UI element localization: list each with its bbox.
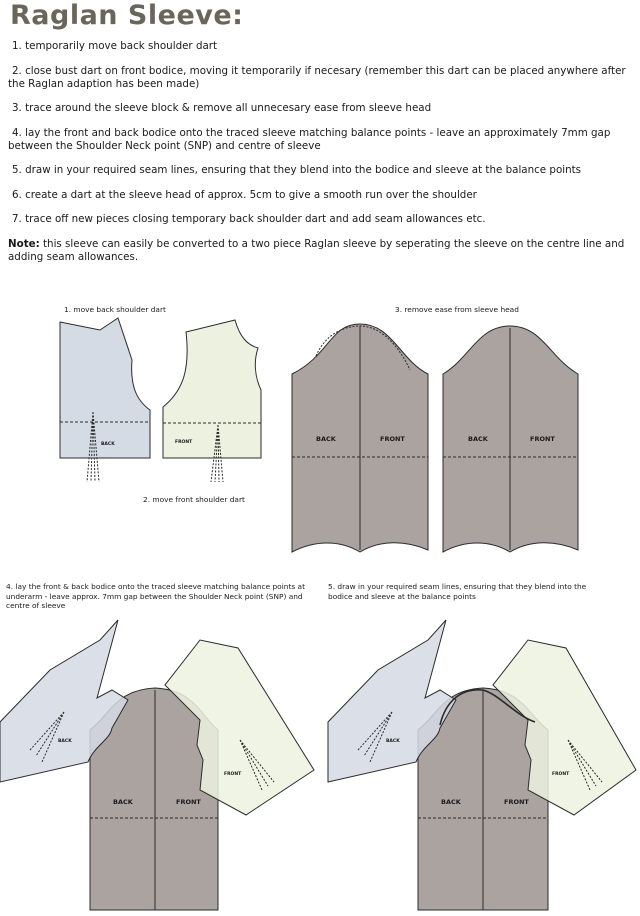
step-4: 4. lay the front and back bodice onto the traced sleeve matching balance points - leave an approximately 7mm gap between the Shoulder Neck point (SNP) and centre of sleeve: [8, 126, 611, 152]
back-label-bodice-d4: BACK: [58, 739, 72, 744]
front-label-d5: FRONT: [504, 798, 529, 806]
back-label-d5: BACK: [441, 798, 461, 806]
caption-remove-ease: 3. remove ease from sleeve head: [395, 305, 519, 314]
step-3: 3. trace around the sleeve block & remove all unnecesary ease from sleeve head: [12, 102, 432, 114]
front-label-d4: FRONT: [176, 798, 201, 806]
front-label-bodice-d4: FRONT: [224, 772, 242, 777]
step-1: 1. temporarily move back shoulder dart: [12, 40, 218, 52]
caption-move-back-dart: 1. move back shoulder dart: [64, 305, 166, 314]
back-label-bodice-d5: BACK: [386, 739, 400, 744]
note-label: Note:: [8, 237, 40, 250]
caption-draw-seam-lines: 5. draw in your required seam lines, ensuring that they blend into the bodice and sleeve at the balance points: [328, 582, 587, 601]
step-7: 7. trace off new pieces closing temporary back shoulder dart and add seam allowances etc.: [12, 213, 486, 225]
back-label-d3a: BACK: [316, 435, 336, 443]
front-bodice-piece: [163, 320, 261, 458]
front-label-d1: FRONT: [175, 440, 193, 445]
caption-move-front-dart: 2. move front shoulder dart: [143, 495, 245, 504]
step-5: 5. draw in your required seam lines, ensuring that they blend into the bodice and sleeve at the balance points: [12, 164, 582, 176]
back-bodice-piece: [60, 318, 150, 458]
step-2: 2. close bust dart on front bodice, moving it temporarily if necesary (remember this dart can be placed anywhere after the Raglan adaption has been made): [8, 64, 626, 90]
front-label-d3b: FRONT: [530, 435, 555, 443]
page-title: Raglan Sleeve:: [10, 0, 244, 31]
caption-lay-bodice: 4. lay the front & back bodice onto the traced sleeve matching balance points at underarm - leave approx. 7mm gap between the Shoulder Neck point (SNP) and centre of sleeve: [6, 582, 305, 610]
back-label-d1: BACK: [101, 442, 115, 447]
note-text: this sleeve can easily be converted to a two piece Raglan sleeve by seperating the sleeve on the centre line and adding seam allowances.: [8, 237, 625, 263]
back-label-d3b: BACK: [468, 435, 488, 443]
front-label-d3a: FRONT: [380, 435, 405, 443]
front-label-bodice-d5: FRONT: [552, 772, 570, 777]
step-6: 6. create a dart at the sleeve head of approx. 5cm to give a smooth run over the shoulder: [12, 188, 477, 201]
back-label-d4: BACK: [113, 798, 133, 806]
